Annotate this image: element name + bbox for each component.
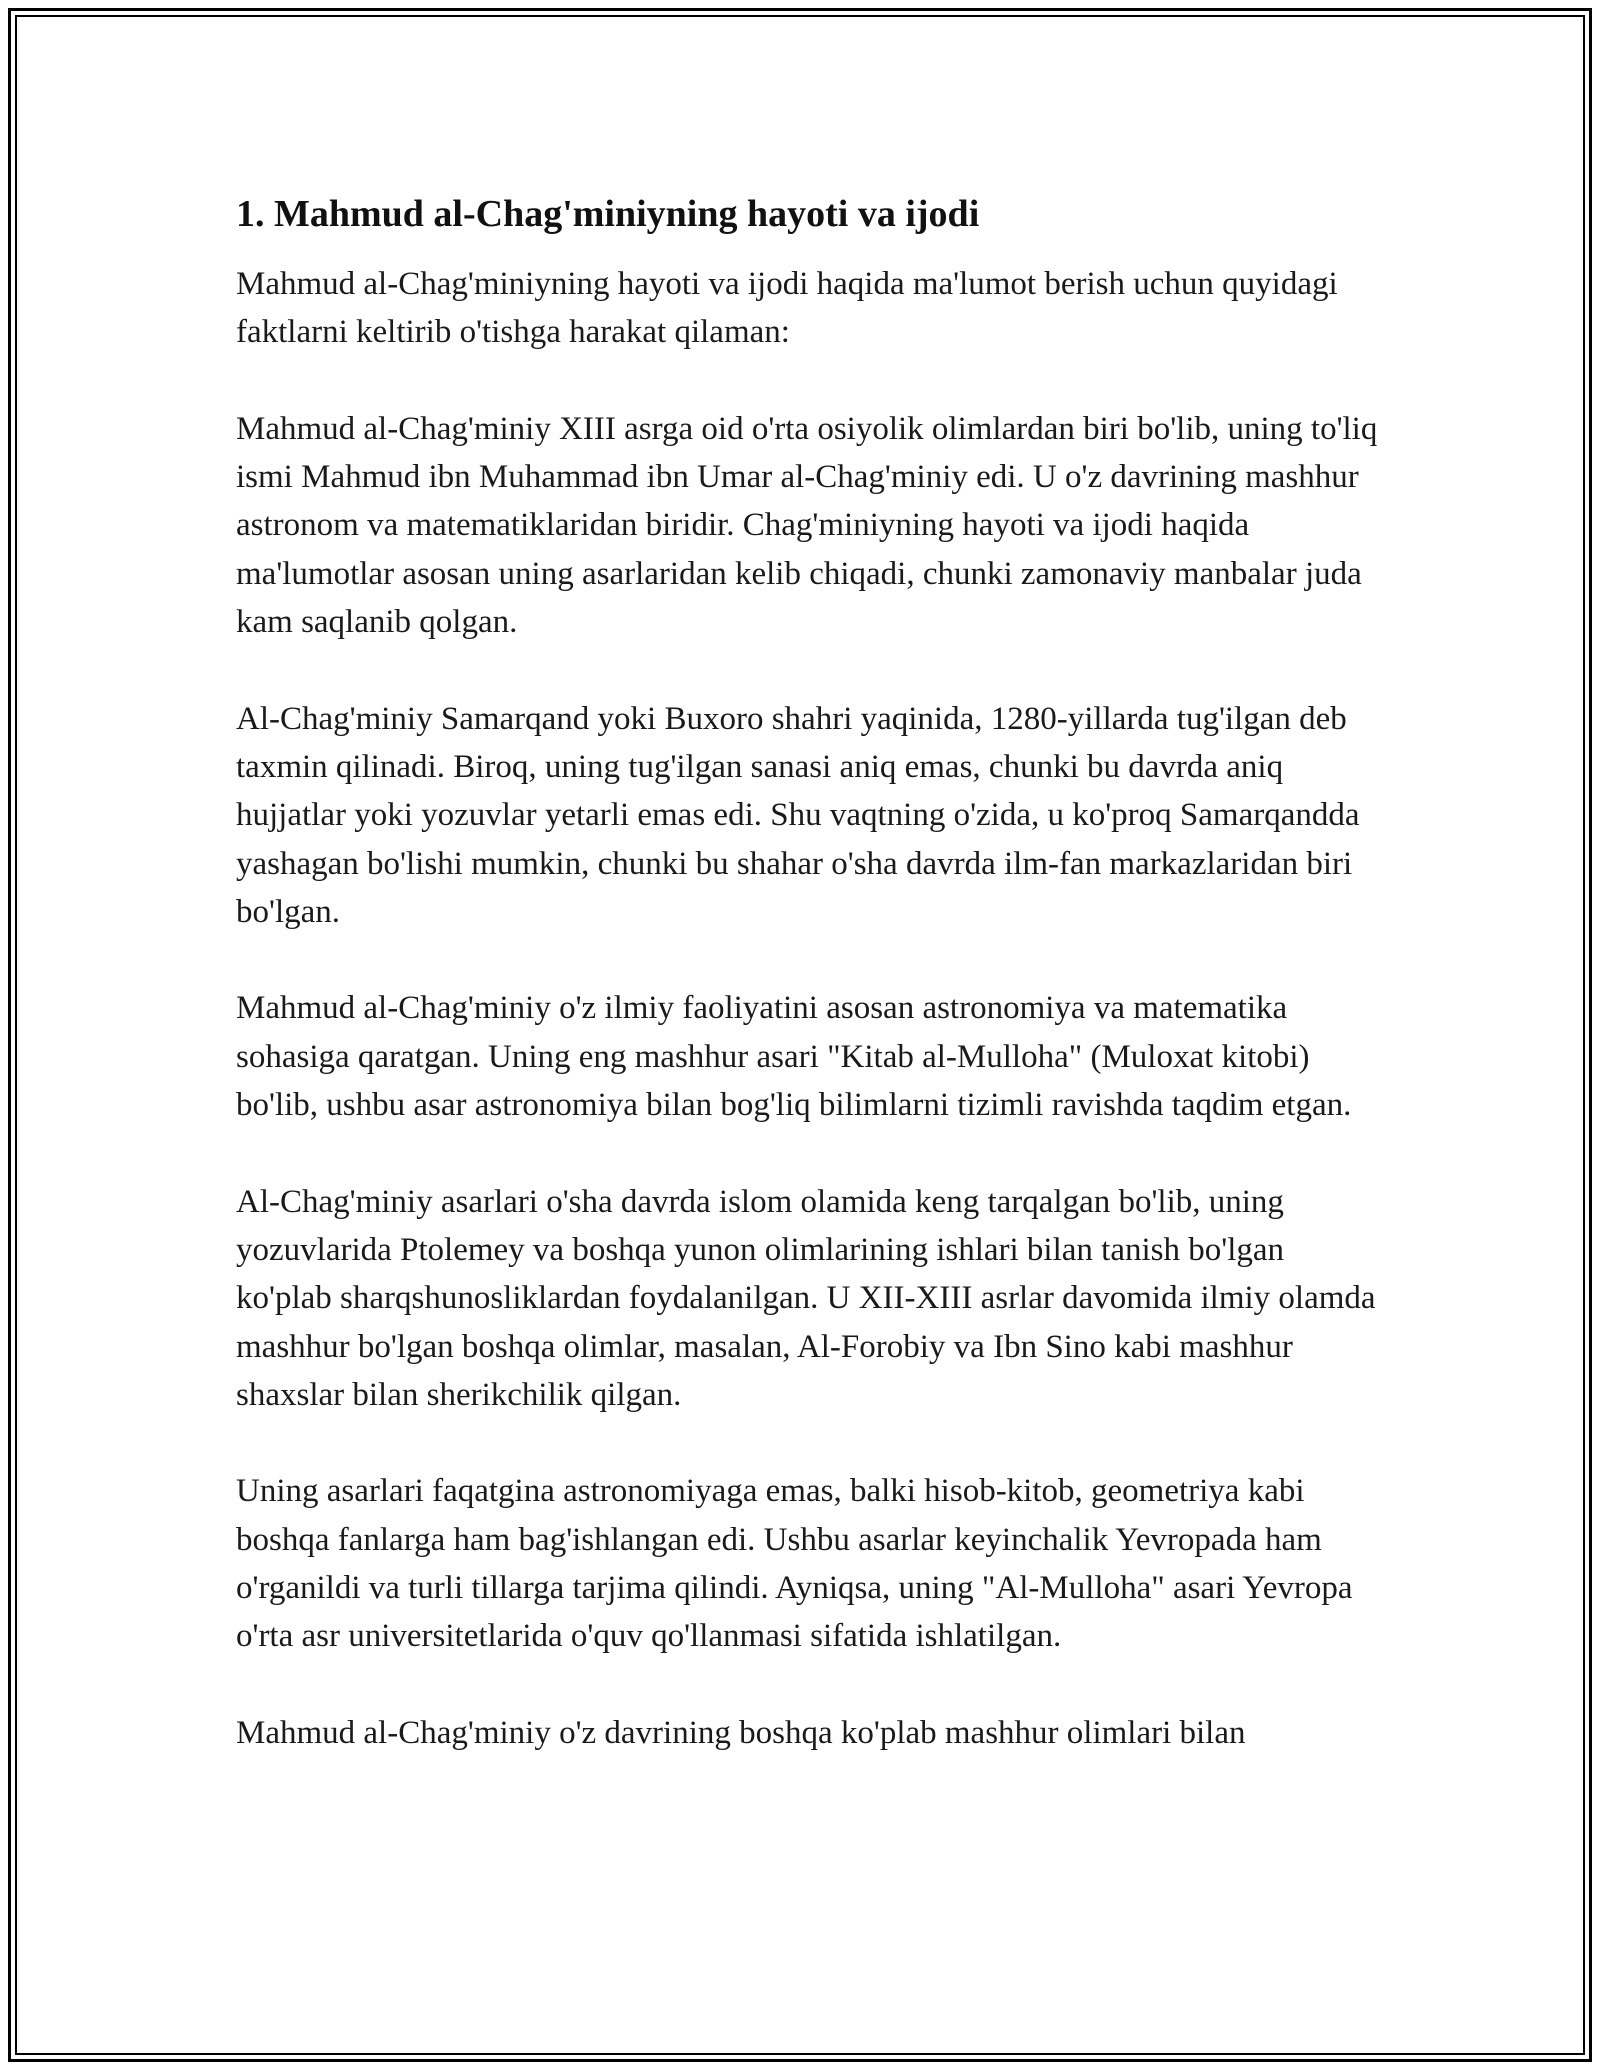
paragraph-intro: Mahmud al-Chag'miniyning hayoti va ijodi haqida ma'lumot berish uchun quyidagi faktlarni keltirib o'tishga harakat qilaman: bbox=[236, 266, 1338, 351]
paragraph-legacy: Uning asarlari faqatgina astronomiyaga emas, balki hisob-kitob, geometriya kabi boshqa fanlarga ham bag'ishlangan edi. Ushbu asarlar keyinchalik Yevropada ham o'rganildi va turli tillarga tarjima qilindi. Ayniqsa, uning "Al-Mulloha" asari Yevropa o'rta asr universitetlarida o'quv qo'llanmasi sifatida ishlatilgan. bbox=[236, 1473, 1353, 1655]
document-body bbox=[236, 186, 1386, 1757]
paragraph-continuation: Mahmud al-Chag'miniy o'z davrining boshqa ko'plab mashhur olimlari bilan bbox=[236, 1714, 1246, 1751]
paragraph-biography: Mahmud al-Chag'miniy XIII asrga oid o'rta osiyolik olimlardan biri bo'lib, uning to'liq ismi Mahmud ibn Muhammad ibn Umar al-Chag'miniy edi. U o'z davrining mashhur astronom va matematiklaridan biridir. Chag'miniyning hayoti va ijodi haqida ma'lumotlar asosan uning asarlaridan kelib chiqadi, chunki zamonaviy manbalar juda kam saqlanib qolgan. bbox=[236, 410, 1378, 641]
paragraph-birthplace: Al-Chag'miniy Samarqand yoki Buxoro shahri yaqinida, 1280-yillarda tug'ilgan deb taxmin qilinadi. Biroq, uning tug'ilgan sanasi aniq emas, chunki bu davrda aniq hujjatlar yoki yozuvlar yetarli emas edi. Shu vaqtning o'zida, u ko'proq Samarqandda yashagan bo'lishi mumkin, chunki bu shahar o'sha davrda ilm-fan markazlaridan biri bo'lgan. bbox=[236, 700, 1360, 930]
paragraph-scientific-work: Mahmud al-Chag'miniy o'z ilmiy faoliyatini asosan astronomiya va matematika sohasiga qaratgan. Uning eng mashhur asari "Kitab al-Mulloha" (Muloxat kitobi) bo'lib, ushbu asar astronomiya bilan bog'liq bilimlarni tizimli ravishda taqdim etgan. bbox=[236, 990, 1352, 1124]
paragraph-influence: Al-Chag'miniy asarlari o'sha davrda islom olamida keng tarqalgan bo'lib, uning yozuvlarida Ptolemey va boshqa yunon olimlarining ishlari bilan tanish bo'lgan ko'plab sharqshunosliklardan foydalanilgan. U XII-XIII asrlar davomida ilmiy olamda mashhur bo'lgan boshqa olimlar, masalan, Al-Forobiy va Ibn Sino kabi mashhur shaxslar bilan sherikchilik qilgan. bbox=[236, 1183, 1376, 1413]
section-heading: 1. Mahmud al-Chag'miniyning hayoti va ijodi bbox=[236, 193, 980, 235]
